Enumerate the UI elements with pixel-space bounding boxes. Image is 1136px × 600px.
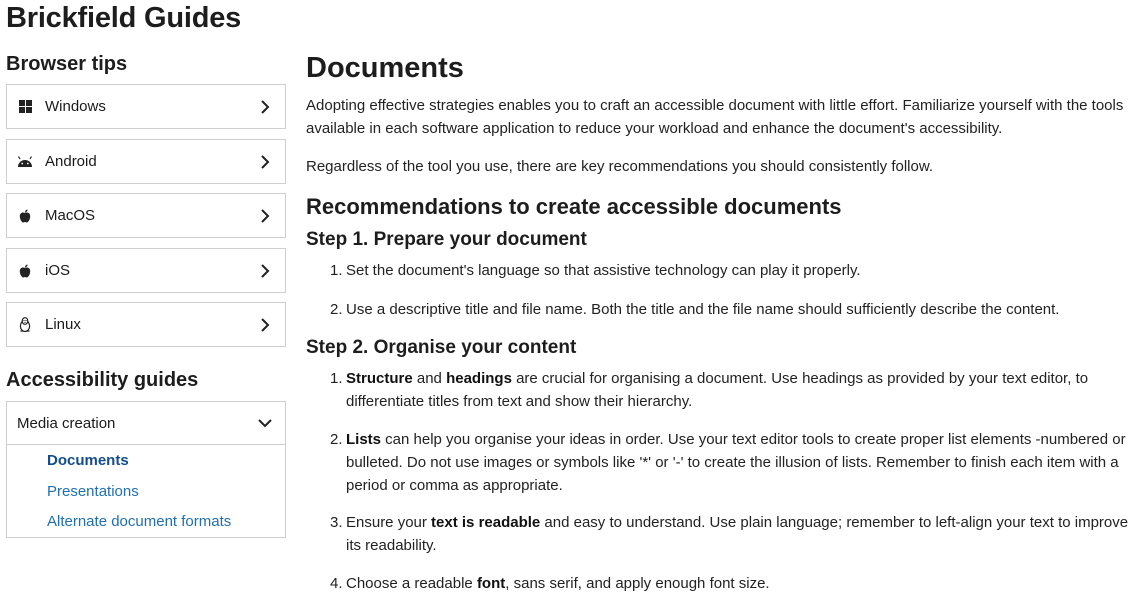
windows-icon — [17, 99, 33, 115]
chevron-right-icon — [251, 263, 279, 279]
nav-link-alternate-formats[interactable]: Alternate document formats — [47, 513, 232, 530]
chevron-right-icon — [251, 99, 279, 115]
sidebar-item-label: iOS — [45, 262, 71, 279]
step1-heading: Step 1. Prepare your document — [306, 229, 587, 250]
accordion-label: Media creation — [17, 414, 116, 432]
list-item: 4. Choose a readable font, sans serif, and apply enough font size. — [330, 575, 770, 592]
chevron-down-icon — [251, 418, 279, 428]
chevron-right-icon — [251, 154, 279, 170]
list-item: 1. Structure and headings are crucial for organising a document. Use headings as provided by your text editor, to differentiate titles from text and show their hierarchy. — [330, 370, 1089, 410]
sidebar-item-windows[interactable] — [6, 84, 286, 129]
sidebar-item-label: MacOS — [45, 207, 96, 224]
recommendations-heading: Recommendations to create accessible documents — [306, 194, 842, 219]
step2-heading: Step 2. Organise your content — [306, 337, 577, 358]
nav-link-presentations[interactable]: Presentations — [47, 483, 139, 500]
linux-icon — [17, 317, 33, 333]
intro-paragraph: Adopting effective strategies enables you to craft an accessible document with little effort. Familiarize yourself with the tools available in each software application to reduce your workload and enhance the document's accessibility. — [306, 97, 1124, 137]
accessibility-guides-heading: Accessibility guides — [6, 369, 199, 391]
sidebar-item-macos[interactable] — [6, 193, 286, 238]
list-item: 2. Lists can help you organise your ideas in order. Use your text editor tools to create proper list elements -numbered or bulleted. Do not use images or symbols like '*' or '-' to create the illusion of lists. Remember to finish each item with a period or comma as appropriate. — [330, 431, 1126, 494]
page-title: Documents — [306, 52, 464, 84]
sidebar-item-android[interactable] — [6, 139, 286, 184]
apple-icon — [17, 263, 33, 279]
list-item: 3. Ensure your text is readable and easy to understand. Use plain language; remember to left-align your text to improve its readability. — [330, 514, 1129, 554]
accordion-toggle[interactable] — [7, 402, 285, 445]
sidebar-item-label: Linux — [45, 316, 81, 333]
sidebar-item-linux[interactable] — [6, 302, 286, 347]
browser-tips-heading: Browser tips — [6, 53, 128, 75]
list-item: 1. Set the document's language so that assistive technology can play it properly. — [330, 262, 861, 279]
accordion-media-creation — [6, 401, 286, 538]
site-title[interactable]: Brickfield Guides — [6, 2, 242, 34]
android-icon — [17, 154, 33, 170]
chevron-right-icon — [251, 208, 279, 224]
sidebar-item-ios[interactable] — [6, 248, 286, 293]
chevron-right-icon — [251, 317, 279, 333]
intro-paragraph-2: Regardless of the tool you use, there are key recommendations you should consistently follow. — [306, 158, 934, 175]
nav-link-documents[interactable]: Documents — [47, 452, 129, 469]
apple-icon — [17, 208, 33, 224]
list-item: 2. Use a descriptive title and file name. Both the title and the file name should sufficiently describe the content. — [330, 301, 1060, 318]
sidebar-item-label: Android — [45, 153, 97, 170]
sidebar-item-label: Windows — [45, 98, 106, 115]
